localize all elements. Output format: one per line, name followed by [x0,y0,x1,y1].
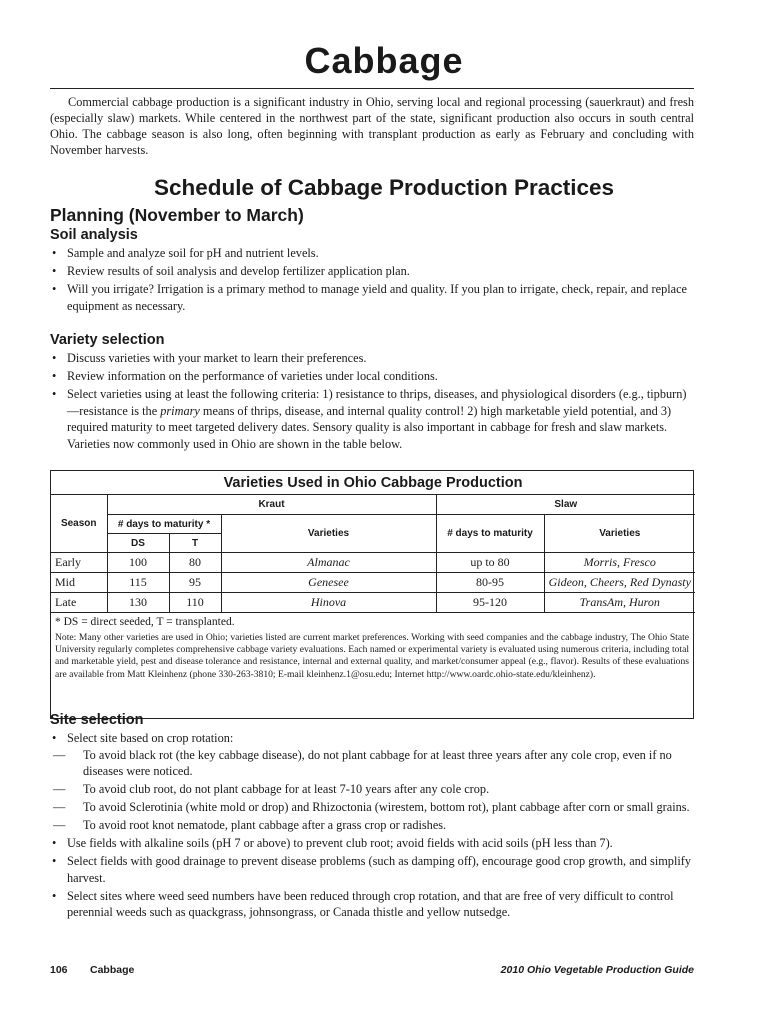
cell-slaw-varieties: Morris, Fresco [544,553,695,573]
page-title: Cabbage [304,40,464,81]
sub-list-item: — To avoid club root, do not plant cabbage for at least 7-10 years after any cole crop. [50,781,694,798]
cell-t: 80 [169,553,221,573]
cell-t: 110 [169,593,221,613]
list-item: • Select fields with good drainage to prevent disease problems (such as damping off), encourage good crop growth, and simplify harvest. [50,853,694,886]
cell-season: Mid [51,573,107,593]
site-selection-list [50,730,694,922]
rotation-sublist [50,747,694,834]
footer-guide-title: 2010 Ohio Vegetable Production Guide [500,964,694,976]
list-item [50,386,694,452]
list-item [50,730,694,834]
list-item: • Sample and analyze soil for pH and nutrient levels. [50,245,694,262]
cell-season: Late [51,593,107,613]
list-item: • Will you irrigate? Irrigation is a primary method to manage yield and quality. If you plan to irrigate, check, repair, and replace equipment as necessary. [50,281,694,314]
site-selection-heading: Site selection [50,712,144,728]
table-row [51,573,695,593]
list-item: • Select sites where weed seed numbers have been reduced through crop rotation, and that are free of very difficult to control perennial weeds such as quackgrass, johnsongrass, or Canada thistle and yellow nutsedge. [50,888,694,921]
column-group-kraut: Kraut [107,495,436,515]
cell-slaw-varieties: TransAm, Huron [544,593,695,613]
table-row [51,593,695,613]
table-footnote: * DS = direct seeded, T = transplanted. [55,616,235,628]
title-rule [50,88,694,89]
intro-paragraph: Commercial cabbage production is a significant industry in Ohio, serving local and regional processing (sauerkraut) and fresh (especially slaw) markets. While centered in the northwest part of the state, significant production also occurs in south central Ohio. The cabbage season is also long, often beginning with transplant production as early as February and concluding with November harvests. [50,95,694,157]
list-item: • Use fields with alkaline soils (pH 7 or above) to prevent club root; avoid fields with acid soils (pH less than 7). [50,835,694,852]
emphasis-text: primary [160,403,200,418]
cell-ds: 130 [107,593,169,613]
cell-kraut-variety: Genesee [221,573,436,593]
cell-slaw-days: 80-95 [436,573,544,593]
cell-kraut-variety: Hinova [221,593,436,613]
sub-list-item: — To avoid black rot (the key cabbage disease), do not plant cabbage for at least three years after any cole crop, even if no diseases were noticed. [50,747,694,780]
table-note: Note: Many other varieties are used in Ohio; varieties listed are current market preferences. Working with seed companies and the cabbage industry, The Ohio State University regularly completes comprehensive cabbage variety evaluations. Each named or experimental variety is evaluated using numerous criteria, including total and marketable yield, pest and disease tolerance and resistance, internal and external quality, and market/consumer appeal (e.g., flavor). Results of these evaluations are available from Matt Kleinhenz (phone 330-263-3810; E-mail kleinhenz.1@osu.edu; Internet http://www.oardc.ohio-state.edu/kleinhenz). [55,632,689,680]
column-header-slaw-days: # days to maturity [436,515,544,553]
list-item: • Review results of soil analysis and develop fertilizer application plan. [50,263,694,280]
column-header-kraut-days: # days to maturity * [107,515,221,534]
column-header-season: Season [51,495,107,553]
column-group-slaw: Slaw [436,495,695,515]
soil-analysis-heading: Soil analysis [50,227,138,243]
table-row [51,553,695,573]
variety-criteria-text: Select varieties using at least the following criteria: 1) resistance to thrips, diseases, and physiological disorders (e.g., tipburn)—resistance is the [67,387,687,418]
site-rotation-text: Select site based on crop rotation: [67,731,234,745]
variety-selection-heading: Variety selection [50,332,165,348]
sub-list-item: — To avoid Sclerotinia (white mold or drop) and Rhizoctonia (wirestem, bottom rot), plant cabbage after corn or small grains. [50,799,694,816]
list-item: • Discuss varieties with your market to learn their preferences. [50,350,694,367]
footer-page-number: 106 [50,964,68,976]
sub-list-item: — To avoid root knot nematode, plant cabbage after a grass crop or radishes. [50,817,694,834]
column-header-t: T [169,534,221,553]
varieties-table [50,470,694,719]
footer-section: Cabbage [90,964,135,976]
cell-kraut-variety: Almanac [221,553,436,573]
list-item: • Review information on the performance of varieties under local conditions. [50,368,694,385]
table-caption: Varieties Used in Ohio Cabbage Production [51,471,695,495]
cell-ds: 100 [107,553,169,573]
column-header-ds: DS [107,534,169,553]
variety-criteria-text-cont: means of thrips, disease, and internal quality control! 2) high marketable yield potential, and 3) required maturity to meet targeted delivery dates. Sensory quality is also important in cabbage for fresh and slaw markets. Varieties now commonly used in Ohio are shown in the table below. [67,403,672,451]
cell-slaw-days: up to 80 [436,553,544,573]
cell-ds: 115 [107,573,169,593]
cell-slaw-days: 95-120 [436,593,544,613]
schedule-heading: Schedule of Cabbage Production Practices [153,175,615,200]
cell-season: Early [51,553,107,573]
variety-selection-list [50,350,694,454]
cell-t: 95 [169,573,221,593]
soil-analysis-list [50,245,694,316]
cell-slaw-varieties: Gideon, Cheers, Red Dynasty [544,573,695,593]
column-header-slaw-varieties: Varieties [544,515,695,553]
column-header-kraut-varieties: Varieties [221,515,436,553]
planning-heading: Planning (November to March) [50,205,304,225]
